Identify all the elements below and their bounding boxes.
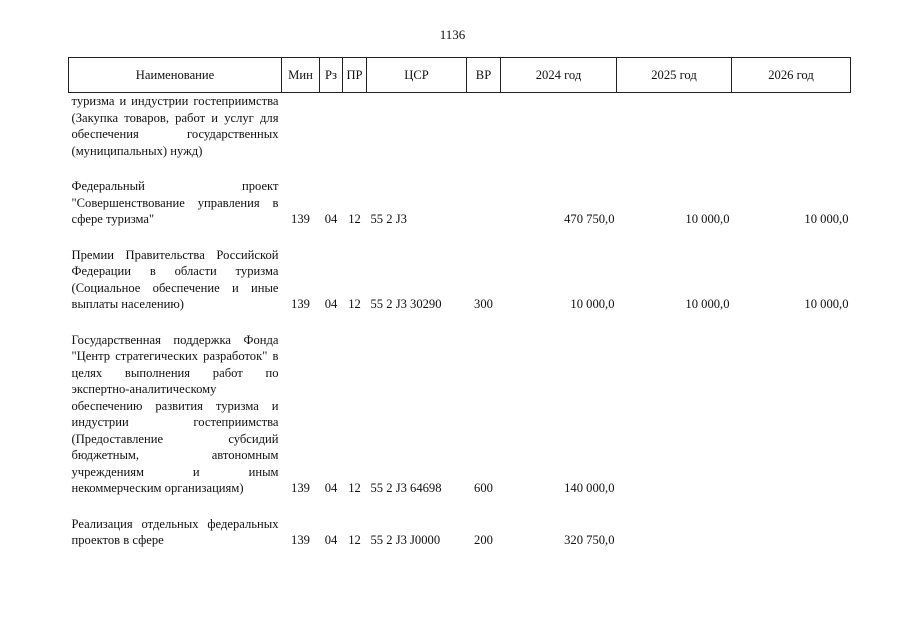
header-min: Мин [282, 58, 320, 93]
row-2024 [501, 93, 617, 179]
row-2025: 10 000,0 [685, 212, 730, 226]
row-2026: 10 000,0 [804, 212, 849, 226]
header-rz: Рз [320, 58, 343, 93]
row-csr: 55 2 J3 30290 [370, 297, 442, 311]
row-csr: 55 2 J3 64698 [370, 481, 442, 495]
header-vr: ВР [467, 58, 501, 93]
row-name: туризма и индустрии гостеприимства (Закупка товаров, работ и услуг для обеспечения государственных (муниципальных) нужд) [71, 94, 279, 158]
row-name: Премии Правительства Российской Федерации в области туризма (Социальное обеспечение и иные выплаты населению) [71, 247, 279, 311]
row-2024: 10 000,0 [570, 297, 615, 311]
header-2026: 2026 год [732, 58, 851, 93]
row-vr [467, 178, 501, 247]
table-row [69, 247, 851, 332]
row-name: Федеральный проект "Совершенствование управления в сфере туризма" [71, 179, 279, 226]
row-2026: 10 000,0 [804, 297, 849, 311]
table-header [69, 58, 851, 93]
row-rz: 04 [324, 297, 338, 311]
budget-table [68, 57, 851, 549]
row-rz: 04 [324, 212, 338, 226]
row-name: Реализация отдельных федеральных проектов в сфере [71, 516, 279, 547]
row-csr: 55 2 J3 J0000 [370, 533, 441, 547]
row-pr: 12 [348, 212, 361, 226]
row-2025 [617, 93, 732, 179]
header-2025: 2025 год [617, 58, 732, 93]
row-2026 [732, 332, 851, 516]
page-number: 1136 [439, 27, 466, 42]
row-min [282, 93, 320, 179]
table-row [69, 93, 851, 179]
row-vr [467, 93, 501, 179]
row-pr: 12 [348, 297, 361, 311]
row-min: 139 [291, 297, 310, 311]
row-2025 [617, 516, 732, 549]
row-rz [320, 93, 343, 179]
row-vr: 600 [474, 481, 493, 495]
row-rz: 04 [324, 533, 338, 547]
header-pr: ПР [343, 58, 367, 93]
row-pr: 12 [348, 533, 361, 547]
row-csr [367, 93, 467, 179]
row-2025 [617, 332, 732, 516]
table-row [69, 332, 851, 516]
table-row [69, 516, 851, 549]
row-2025: 10 000,0 [685, 297, 730, 311]
row-pr: 12 [348, 481, 361, 495]
row-csr: 55 2 J3 [370, 212, 407, 226]
row-min: 139 [291, 481, 310, 495]
row-rz: 04 [324, 481, 338, 495]
table-row [69, 178, 851, 247]
row-2024: 320 750,0 [564, 533, 615, 547]
row-min: 139 [291, 533, 310, 547]
row-2026 [732, 516, 851, 549]
row-vr: 300 [474, 297, 493, 311]
row-2024: 140 000,0 [564, 481, 615, 495]
header-csr: ЦСР [367, 58, 467, 93]
header-2024: 2024 год [501, 58, 617, 93]
header-name: Наименование [69, 58, 282, 93]
row-vr: 200 [474, 533, 493, 547]
table-body [69, 93, 851, 549]
row-2024: 470 750,0 [564, 212, 615, 226]
row-name: Государственная поддержка Фонда "Центр стратегических разработок" в целях выполнения работ по экспертно-аналитическому обеспечению развития туризма и индустрии гостеприимства (Предоставление субсидий бюджетным, автономным учреждениям и иным некоммерческим организациям) [71, 332, 279, 495]
row-2026 [732, 93, 851, 179]
row-pr [343, 93, 367, 179]
row-min: 139 [291, 212, 310, 226]
